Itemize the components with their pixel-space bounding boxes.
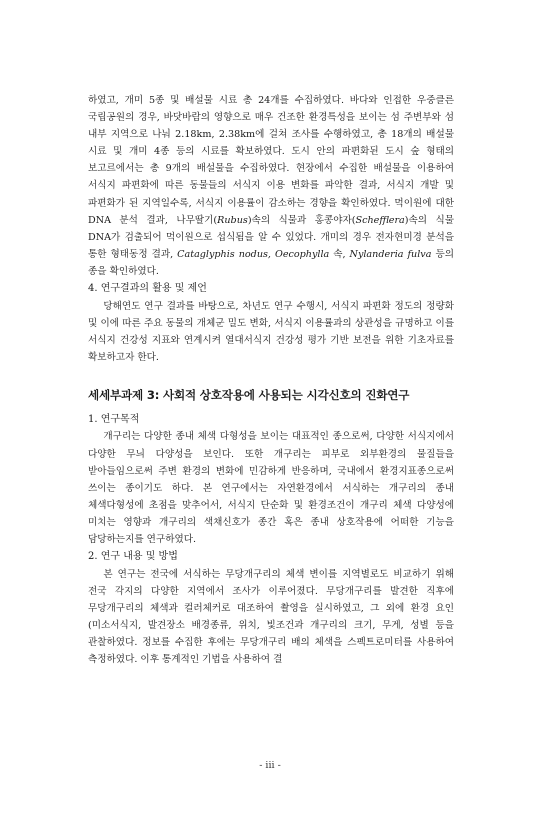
intro-tail-text: 등의 종을 확인하였다. — [88, 248, 454, 277]
research-purpose-heading: 1. 연구목적 — [88, 413, 140, 425]
intro-lead-text: 하였고, 개미 5종 및 배설물 시료 총 24개를 수집하였다. 바다와 인접한 우중클른 국립공원의 경우, 바닷바람의 영향으로 매우 건조한 환경특성을 보이는 섬 주변부와 섬 내부 지역으로 나눠 2.18km, 2.38km에 걸쳐 조사를 수행하였고, 총 18개의 배설물 시료 및 개미 4종 등의 시료를 확보하였다. 도시 안의 파편화된 도시 숲 형태의 보고르에서는 총 9개의 배설물을 수집하였다. 현장에서 수집한 배설물을 이용하여 서식지 파편화에 따른 동물들의 서식지 이용 변화를 파악한 결과, 서식지 개발 및 파편화가 된 지역일수록, 서식지 이용률이 감소하는 경향을 확인하였다. 먹이원에 대한 DNA 분석 결과, 나무딸기( — [88, 95, 454, 226]
section-4-heading: 4. 연구결과의 활용 및 제언 — [88, 283, 207, 295]
document-page — [88, 92, 454, 668]
research-methods-heading: 2. 연구 내용 및 방법 — [88, 551, 178, 563]
ant-species-nylanderia: Nylanderia fulva — [349, 248, 432, 260]
section-4-body: 당해연도 연구 결과를 바탕으로, 차년도 연구 수행시, 서식지 파편화 정도의 정량화 및 이에 따른 주요 동물의 개체군 밀도 변화, 서식지 이용률과의 상관성을 규명하고 이를 서식지 건강성 지표와 연계시켜 열대서식지 건강성 평가 기반 보전을 위한 기초자료를 확보하고자 한다. — [88, 300, 454, 363]
genus-rubus: Rubus — [217, 214, 248, 226]
intro-mid-text-2: )속의 식물 DNA가 검출되어 먹이원으로 섭식됨을 알 수 있었다. 개미의 경우 전자현미경 분석을 통한 형태동정 결과, — [88, 214, 454, 260]
subproject-3-title: 세세부과제 3: 사회적 상호작용에 사용되는 시각신호의 진화연구 — [88, 387, 410, 402]
ant-species-list: Cataglyphis nodus, Oecophylla — [177, 248, 330, 260]
intro-mid-text-1: )속의 식물과 홍콩야자( — [247, 214, 356, 226]
page-number: - iii - — [259, 760, 281, 771]
research-purpose-body: 개구리는 다양한 종내 체색 다형성을 보이는 대표적인 종으로써, 다양한 서식지에서 다양한 무늬 다양성을 보인다. 또한 개구리는 피부로 외부환경의 물질들을 받아들임으로써 주변 환경의 변화에 민감하게 반응하며, 국내에서 환경지표종으로써 쓰이는 종이기도 하다. 본 연구에서는 자연환경에서 서식하는 개구리의 종내 체색다형성에 초점을 맞추어서, 서식지 단순화 및 환경조건이 개구리 체색 다양성에 미치는 영향과 개구리의 색채신호가 종간 혹은 종내 상호작용에 어떠한 기능을 담당하는지를 연구하였다. — [88, 431, 454, 545]
research-methods-body: 본 연구는 전국에 서식하는 무당개구리의 체색 변이를 지역별로도 비교하기 위해 전국 각지의 다양한 지역에서 조사가 이루어졌다. 무당개구리를 발견한 직후에 무당개구리의 체색과 컬러체커로 대조하여 촬영을 실시하였고, 그 외에 환경 요인(미소서식지, 발견장소 배경종류, 위치, 빛조건과 개구리의 크기, 무게, 성별 등을 관찰하였다. 정보를 수집한 후에는 무당개구리 배의 체색을 스펙트로미터를 사용하여 측정하였다. 이후 통계적인 기법을 사용하여 결 — [88, 568, 454, 666]
genus-schefflera: Schefflera — [355, 214, 405, 226]
intro-paragraph — [88, 92, 454, 280]
intro-mid-text-3: 속, — [329, 248, 350, 260]
